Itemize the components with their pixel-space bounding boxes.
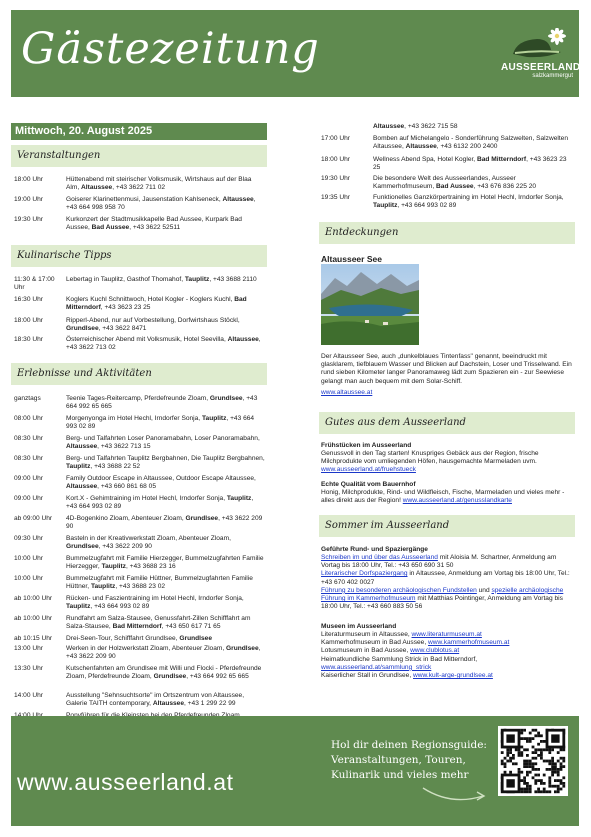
schedule-description: Die besondere Welt des Ausseerlandes, Ausseer Kammerhofmuseum, Bad Aussee, +43 676 836 225 20 (373, 175, 537, 191)
logo-name: AUSSEERLAND (501, 62, 581, 73)
museum-name: Kammerhofmuseum in Bad Aussee, (321, 639, 429, 647)
schedule-time: 09:00 Uhr (14, 475, 43, 482)
schedule-time: ganztags (14, 395, 41, 402)
schedule-description: Bummelzugfahrt mit Familie Hüttner, Bummelzugfahrten Familie Hüttner, Tauplitz, +43 3688 23 02 (66, 575, 253, 591)
gutes-text-1-body: Genussvoll in den Tag starten! Knuspriges Gebäck aus der Region, frische Milchprodukte vom umliegenden Höfen, hausgemachte Marmeladen uvm. (321, 450, 539, 466)
schedule-time: 19:00 Uhr (14, 196, 43, 203)
schedule-row (14, 435, 266, 451)
schedule-description: Teenie Tages-Reitercamp, Pferdefreunde Zloam, Grundlsee, +43 664 992 65 665 (66, 395, 258, 411)
schedule-description: Altaussee, +43 3622 715 58 (373, 123, 458, 130)
schedule-row (14, 176, 266, 192)
entdeckung-heading: Altausseer See (321, 254, 382, 264)
schedule-time: 16:30 Uhr (14, 296, 43, 303)
museum-name: Lotusmuseum in Bad Aussee, (321, 647, 411, 655)
schedule-description: Kort.X - Gehimtraining im Hotel Hechl, Irndorfer Sonja, Tauplitz, +43 664 993 02 89 (66, 495, 254, 511)
arrow-icon (421, 784, 491, 806)
schedule-row (14, 692, 266, 708)
museum-name: Literaturmuseum in Altaussee, (321, 631, 412, 638)
schedule-description: Funktionelles Ganzkörpertraining im Hotel Hechl, Irndorfer Sonja, Tauplitz, +43 664 993 02 89 (373, 194, 564, 210)
fundstellen-and: und (476, 586, 492, 594)
schedule-time: 13:00 Uhr (14, 645, 43, 652)
schedule-row (14, 555, 266, 571)
schreiben-text: mit Aloisia M. Schartner, Anmeldung am Vortag bis 18:00 Uhr, Tel.: +43 650 690 31 50 (321, 554, 557, 570)
schedule-description: Hüttenabend mit steirischer Volksmusik, Wirtshaus auf der Blaa Alm, Altaussee, +43 3622 711 02 (66, 176, 252, 192)
schedule-description: Kutschenfahrten am Grundlsee mit Willi und Flocki - Pferdefreunde Zloam, Pferdefreunde Zloam, Grundlsee, +43 664 992 65 665 (66, 665, 262, 681)
schedule-description: Österreichischer Abend mit Volksmusik, Hotel Seevilla, Altaussee, +43 3622 713 02 (66, 336, 261, 352)
schedule-description: Ripperl-Abend, nur auf Vorbestellung, Dorfwirtshaus Stöckl, Grundlsee, +43 3622 8471 (66, 317, 240, 333)
museum-name: Heimatkundliche Sammlung Strick in Bad Mitterndorf, (321, 655, 478, 663)
schedule-row (321, 194, 575, 210)
promo-line-3: Kulinarik und vieles mehr (331, 769, 469, 781)
altaussee-link[interactable]: www.altaussee.at (321, 389, 373, 396)
schedule-description: Koglers Kuchl Schnittwoch, Hotel Kogler - Koglers Kuchl, Bad Mitterndorf, +43 3623 23 25 (66, 296, 247, 312)
ausseerland-logo[interactable] (501, 28, 581, 88)
schedule-time: 14:00 Uhr (14, 692, 43, 699)
schedule-row (14, 595, 266, 611)
schedule-description: Morgenyonga im Hotel Hechl, Irndorfer Sonja, Tauplitz, +43 664 993 02 89 (66, 415, 255, 431)
schedule-time: 18:30 Uhr (14, 336, 43, 343)
schedule-description: Werken in der Holzwerkstatt Zloam, Abenteuer Zloam, Grundlsee, +43 3622 209 90 (66, 645, 261, 661)
schedule-row (14, 515, 266, 531)
schedule-description: Berg- und Talfahrten Loser Panoramabahn, Loser Panoramabahn, Altaussee, +43 3622 713 15 (66, 435, 260, 451)
schedule-time: ab 09:00 Uhr (14, 515, 53, 522)
lake-photo (321, 264, 419, 345)
section-gutes: Gutes aus dem Ausseerland (319, 412, 575, 434)
schedule-time: 11:30 & 17:00 Uhr (14, 276, 55, 292)
schedule-row (14, 216, 266, 232)
schedule-row (14, 635, 266, 643)
promo-line-2: Veranstaltungen, Touren, (331, 754, 466, 766)
kammerhof-fuehrung-link[interactable]: spezielle archäologische Führung im Kammerhofmuseum (321, 586, 564, 603)
footer-website[interactable]: www.ausseerland.at (17, 769, 234, 795)
schedule-description: Basteln in der Kreativwerkstatt Zloam, Abenteuer Zloam, Grundlsee, +43 3622 209 90 (66, 535, 231, 551)
schedule-description: Bummelzugfahrt mit Familie Hierzegger, Bummelzugfahrten Familie Hierzegger, Tauplitz, +43 3688 23 16 (66, 555, 264, 571)
schedule-row (14, 475, 266, 491)
schedule-description: Berg- und Talfahrten Tauplitz Bergbahnen, Die Tauplitz Bergbahnen, Tauplitz, +43 3688 22 52 (66, 455, 265, 471)
footer-banner (11, 716, 579, 826)
entdeckung-text: Der Altausseer See, auch „dunkelblaues Tintenfass" genannt, beeindruckt mit glasklarem, tiefblauem Wasser und Blicken auf Dachstein, Loser und Trisselwand. Ein rund sieben Kilometer langer Panoramaweg lädt zum Spazieren ein - zur Seewiese gelangt man auch bequem mit dem Solar-Schiff. (321, 353, 572, 385)
museum-name: Kaiserlicher Stall in Grundlsee, (321, 672, 413, 680)
page-title: Gästezeitung (21, 24, 320, 74)
schedule-time: 18:00 Uhr (321, 156, 350, 163)
sommer-heading-2: Museen im Ausseerland (321, 623, 397, 630)
schedule-row (321, 156, 575, 172)
schedule-time (321, 123, 373, 131)
schedule-description: Wellness Abend Spa, Hotel Kogler, Bad Mitterndorf, +43 3623 23 25 (373, 156, 567, 172)
schedule-time: 19:30 Uhr (14, 216, 43, 223)
sommer-block-1 (321, 554, 575, 611)
schedule-row (14, 336, 266, 352)
schedule-row (14, 535, 266, 551)
museum-item (321, 672, 575, 680)
schedule-description: Rundfahrt am Salza-Stausee, Genussfahrt-Zillen Schifffahrt am Salza-Stausee, Bad Mitterndorf, +43 650 617 71 65 (66, 615, 251, 631)
fruehstueck-link[interactable]: www.ausseerland.at/fruehstueck (321, 466, 416, 474)
schedule-row (14, 196, 266, 212)
gutes-text-1 (321, 450, 573, 475)
schedule-row (14, 645, 266, 661)
museum-link[interactable]: www.kammerhofmuseum.at (428, 639, 510, 647)
dorfspaziergang-text: in Altaussee, Anmeldung am Vortag bis 18:00 Uhr, Tel.: +43 670 402 0027 (321, 570, 570, 586)
schedule-time: 09:30 Uhr (14, 535, 43, 542)
promo-line-1: Hol dir deinen Regionsguide: (331, 739, 487, 751)
museum-item (321, 647, 575, 655)
schedule-description: Ausstellung "Sehnsuchtsorte" im Ortszentrum von Altaussee, Galerie TAITH contemporary, Altaussee, +43 1 299 22 99 (66, 692, 245, 708)
schedule-row (14, 395, 266, 411)
schedule-description: Goiserer Klarinettenmusi, Jausenstation Kahlseneck, Altaussee, +43 664 998 958 70 (66, 196, 256, 212)
logo-subtitle: salzkammergut (532, 73, 573, 79)
museum-item (321, 656, 575, 672)
schedule-time: ab 10:15 Uhr (14, 635, 53, 642)
fundstellen-text: mit Matthias Pointinger, Anmeldung am Vortag bis 18:00 Uhr, Tel.: +43 660 883 50 56 (321, 595, 563, 611)
gutes-heading-1: Frühstücken im Ausseerland (321, 442, 412, 449)
qr-code[interactable] (498, 726, 568, 796)
schedule-row (14, 276, 266, 292)
schedule-time: 18:00 Uhr (14, 176, 43, 183)
gutes-text-2 (321, 489, 573, 505)
schedule-time: 17:00 Uhr (321, 135, 350, 142)
fundstellen-link[interactable]: Führung zu besonderen archäologischen Fundstellen (321, 586, 477, 594)
schedule-row (14, 575, 266, 591)
schreiben-link[interactable]: Schreiben im und über das Ausseerland (321, 554, 438, 561)
museum-link[interactable]: www.clublotus.at (410, 647, 460, 655)
museum-item (321, 639, 575, 647)
schedule-row (321, 175, 575, 191)
schedule-description: Lebertag in Tauplitz, Gasthof Thomahof, Tauplitz, +43 3688 2110 (66, 276, 257, 283)
schedule-time: 09:00 Uhr (14, 495, 43, 502)
schedule-description: 4D-Bogenkino Zloam, Abenteuer Zloam, Grundlsee, +43 3622 209 90 (66, 515, 263, 531)
section-entdeckungen: Entdeckungen (319, 222, 575, 244)
museum-item (321, 631, 575, 639)
date-heading: Mittwoch, 20. August 2025 (11, 123, 267, 140)
schedule-description: Drei-Seen-Tour, Schifffahrt Grundlsee, Grundlsee (66, 635, 212, 642)
schedule-row (14, 296, 266, 312)
schedule-time: 19:30 Uhr (321, 175, 350, 182)
gutes-text-2-body: Honig, Milchprodukte, Rind- und Wildfleisch, Fische, Marmeladen und vieles mehr - alles direkt aus der Region! (321, 489, 565, 505)
schedule-time: 08:30 Uhr (14, 435, 43, 442)
regionsguide-promo (331, 738, 501, 783)
schedule-time: 08:00 Uhr (14, 415, 43, 422)
schedule-time: 13:30 Uhr (14, 665, 43, 672)
sommer-heading-1: Geführte Rund- und Spaziergänge (321, 546, 428, 553)
qr-code-icon (498, 726, 568, 796)
schedule-description: Family Outdoor Escape in Altaussee, Outdoor Escape Altaussee, Altaussee, +43 660 861 68 05 (66, 475, 256, 491)
genusslandkarte-link[interactable]: www.ausseerland.at/genusslandkarte (402, 497, 512, 505)
schedule-description: Rücken- und Faszientraining im Hotel Hechl, Irndorfer Sonja, Tauplitz, +43 664 993 02 89 (66, 595, 244, 611)
museum-link[interactable]: www.literaturmuseum.at (411, 631, 482, 638)
schedule-time: ab 10:00 Uhr (14, 595, 53, 602)
schedule-time: 10:00 Uhr (14, 575, 43, 582)
schedule-row (14, 415, 266, 431)
schedule-row (14, 495, 266, 511)
schedule-row (14, 615, 266, 631)
museen-list (321, 631, 575, 680)
schedule-time: 18:00 Uhr (14, 317, 43, 324)
schedule-row (321, 123, 575, 131)
section-sommer: Sommer im Ausseerland (319, 515, 575, 537)
header-banner (11, 10, 579, 97)
schedule-description: Kurkonzert der Stadtmusikkapelle Bad Aussee, Kurpark Bad Aussee, Bad Aussee, +43 3622 52511 (66, 216, 242, 232)
gutes-heading-2: Echte Qualität vom Bauernhof (321, 481, 416, 488)
schedule-time: ab 10:00 Uhr (14, 615, 53, 622)
museum-link[interactable]: www.kult-arge-grundlsee.at (413, 672, 493, 680)
schedule-description: Bomben auf Michelangelo - Sonderführung Salzwelten, Salzwelten Altaussee, Altaussee, +43 6132 200 2400 (373, 135, 568, 151)
schedule-row (14, 665, 266, 681)
schedule-time: 10:00 Uhr (14, 555, 43, 562)
hat-edelweiss-icon (507, 28, 567, 62)
schedule-row (14, 317, 266, 333)
schedule-time: 08:30 Uhr (14, 455, 43, 462)
section-kulinarische-tipps: Kulinarische Tipps (11, 245, 267, 267)
schedule-time: 19:35 Uhr (321, 194, 350, 201)
dorfspaziergang-link[interactable]: Literarischer Dorfspaziergang (321, 570, 408, 578)
section-veranstaltungen: Veranstaltungen (11, 145, 267, 167)
museum-link[interactable]: www.ausseerland.at/sammlung_strick (321, 663, 432, 671)
schedule-row (14, 455, 266, 471)
section-erlebnisse: Erlebnisse und Aktivitäten (11, 363, 267, 385)
schedule-row (321, 135, 575, 151)
